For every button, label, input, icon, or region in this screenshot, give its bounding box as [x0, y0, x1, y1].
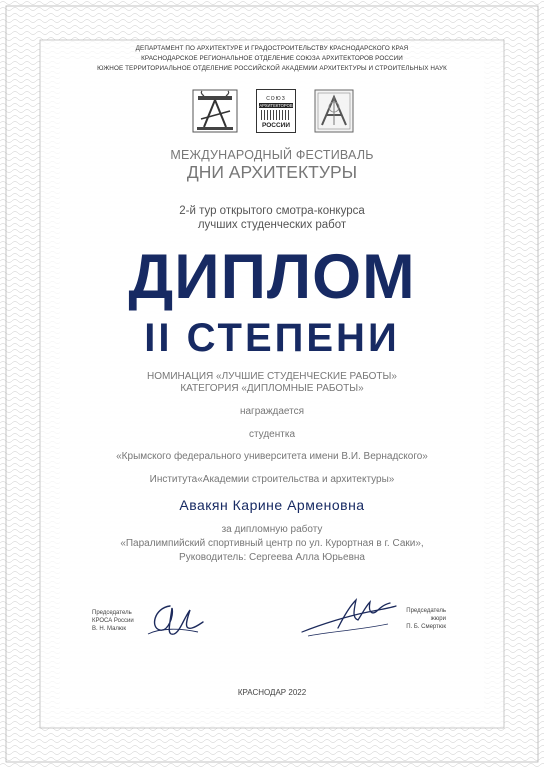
work-label: за дипломную работу — [221, 524, 323, 535]
awarded-text: награждается — [239, 406, 305, 417]
right-signer-title: Председатель — [406, 608, 446, 614]
festival-label: МЕЖДУНАРОДНЫЙ ФЕСТИВАЛЬ — [170, 148, 374, 162]
category: КАТЕГОРИЯ «ДИПЛОМНЫЕ РАБОТЫ» — [180, 383, 364, 394]
contest-line-2: лучших студенческих работ — [197, 219, 347, 231]
right-signature — [298, 594, 398, 640]
logo-stripes — [261, 110, 291, 120]
festival-name: ДНИ АРХИТЕКТУРЫ — [186, 162, 358, 182]
union-of-architects-logo — [256, 89, 296, 133]
university: «Крымского федерального университета имени В.И. Вернадского» — [116, 451, 428, 462]
header-line-academy: ЮЖНОЕ ТЕРРИТОРИАЛЬНОЕ ОТДЕЛЕНИЕ РОССИЙСКОЙ АКАДЕМИИ АРХИТЕКТУРЫ И СТРОИТЕЛЬНЫХ НАУК — [97, 65, 447, 72]
academy-emblem-logo — [314, 89, 354, 133]
compass-emblem-logo — [192, 89, 238, 133]
left-signer-name: В. Н. Малюк — [92, 626, 127, 632]
city-year: КРАСНОДАР 2022 — [237, 688, 307, 697]
logo-architects-word: АРХИТЕКТОРОВ — [259, 103, 293, 108]
right-signer-org: жюри — [430, 616, 446, 622]
left-signer-org: КРОСА России — [92, 618, 134, 624]
institute: Института«Академии строительства и архитектуры» — [149, 474, 395, 485]
diploma-title: ДИПЛОМ — [128, 242, 416, 312]
logo-russia-word: РОССИИ — [261, 122, 291, 129]
work-title: «Паралимпийский спортивный центр по ул. Курортная в г. Саки», — [120, 538, 424, 549]
student-label: студентка — [248, 429, 295, 440]
diploma-degree: II СТЕПЕНИ — [144, 316, 400, 360]
header-line-union: КРАСНОДАРСКОЕ РЕГИОНАЛЬНОЕ ОТДЕЛЕНИЕ СОЮЗА АРХИТЕКТОРОВ РОССИИ — [141, 55, 403, 62]
left-signer-title: Председатель — [92, 610, 132, 616]
recipient-name: Авакян Карине Арменовна — [179, 497, 365, 513]
logo-row — [0, 89, 544, 137]
left-signature — [140, 598, 206, 642]
contest-line-1: 2-й тур открытого смотра-конкурса — [179, 205, 365, 217]
signature-block-left — [92, 609, 134, 633]
header-line-department: ДЕПАРТАМЕНТ ПО АРХИТЕКТУРЕ И ГРАДОСТРОИТЕЛЬСТВУ КРАСНОДАРСКОГО КРАЯ — [135, 45, 409, 52]
supervisor: Руководитель: Сергеева Алла Юрьевна — [179, 552, 365, 563]
right-signer-name: П. Б. Смертюк — [406, 624, 446, 630]
signature-block-right — [400, 607, 446, 631]
logo-union-word: СОЮЗ — [266, 96, 286, 102]
nomination: НОМИНАЦИЯ «ЛУЧШИЕ СТУДЕНЧЕСКИЕ РАБОТЫ» — [147, 371, 397, 382]
